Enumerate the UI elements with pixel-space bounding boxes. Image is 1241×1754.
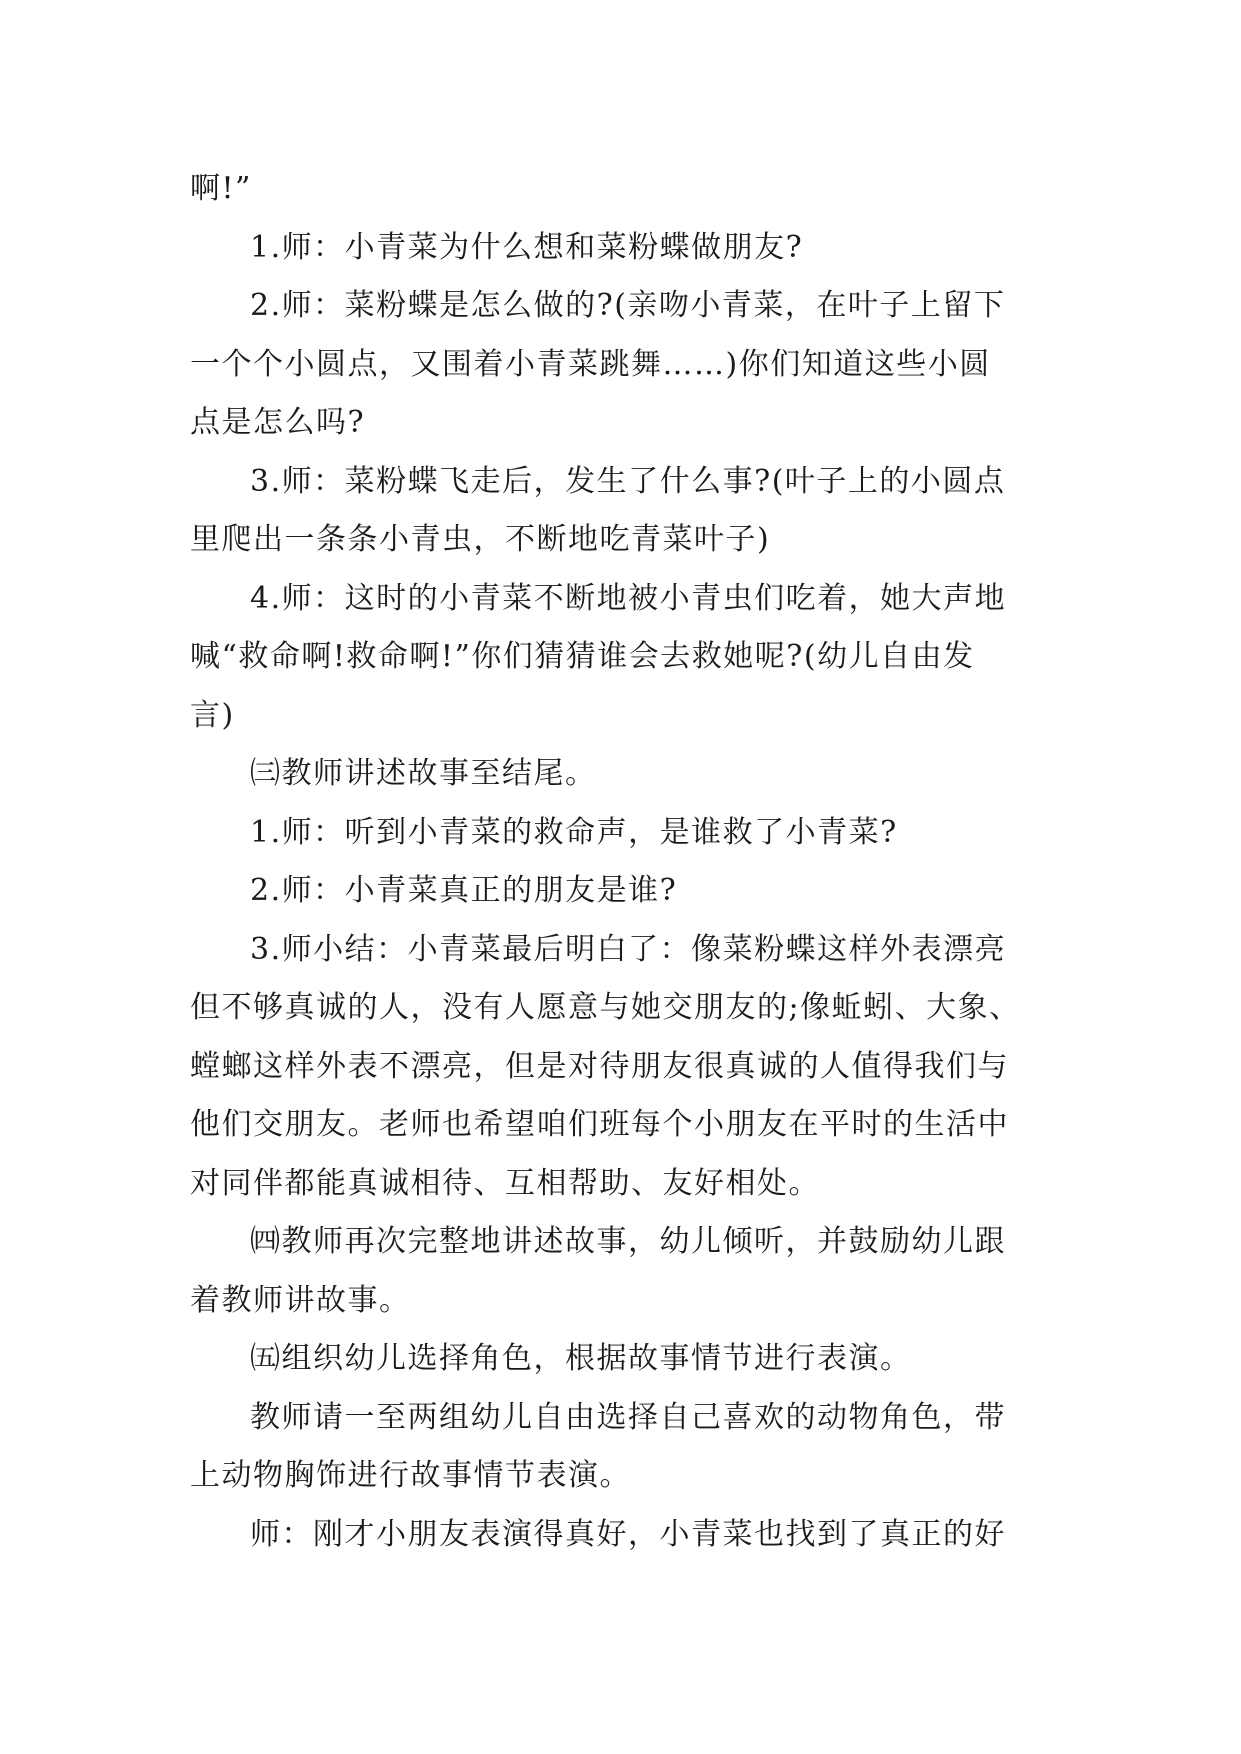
text-line: 教师请一至两组幼儿自由选择自己喜欢的动物角色，带 (250, 1399, 1006, 1435)
text-line: 2.师：小青菜真正的朋友是谁? (250, 873, 678, 908)
text-line: 师：刚才小朋友表演得真好，小青菜也找到了真正的好 (250, 1516, 1006, 1552)
text-line: 2.师：菜粉蝶是怎么做的?(亲吻小青菜，在叶子上留下 (250, 288, 1006, 323)
text-line: 着教师讲故事。 (190, 1282, 411, 1318)
text-line: 他们交朋友。老师也希望咱们班每个小朋友在平时的生活中 (190, 1107, 1009, 1142)
text-line: 对同伴都能真诚相待、互相帮助、友好相处。 (190, 1165, 820, 1201)
text-line: 3.师小结：小青菜最后明白了：像菜粉蝶这样外表漂亮 (250, 931, 1007, 967)
text-line: 喊“救命啊!救命啊!”你们猜猜谁会去救她呢?(幼儿自由发 (190, 639, 975, 674)
text-line: 里爬出一条条小青虫，不断地吃青菜叶子) (190, 522, 771, 557)
text-line: 螳螂这样外表不漂亮，但是对待朋友很真诚的人值得我们与 (190, 1048, 1009, 1084)
section-heading: ㈤组织幼儿选择角色，根据故事情节进行表演。 (250, 1341, 912, 1376)
document-body (190, 160, 1070, 1564)
text-line: 一个个小圆点，又围着小青菜跳舞……)你们知道这些小圆 (190, 346, 991, 382)
section-heading: ㈢教师讲述故事至结尾。 (250, 756, 597, 791)
text-line: 但不够真诚的人，没有人愿意与她交朋友的;像蚯蚓、大象、 (190, 990, 1021, 1025)
text-line: 言) (190, 697, 235, 733)
text-line: 1.师：小青菜为什么想和菜粉蝶做朋友? (250, 229, 804, 265)
text-line: 上动物胸饰进行故事情节表演。 (190, 1458, 631, 1493)
text-line: 1.师：听到小青菜的救命声，是谁救了小青菜? (250, 814, 898, 850)
text-line: 啊!” (190, 171, 252, 206)
text-line: 4.师：这时的小青菜不断地被小青虫们吃着，她大声地 (250, 580, 1007, 616)
text-line: 3.师：菜粉蝶飞走后，发生了什么事?(叶子上的小圆点 (250, 463, 1006, 499)
section-heading: ㈣教师再次完整地讲述故事，幼儿倾听，并鼓励幼儿跟 (250, 1224, 1006, 1259)
text-line: 点是怎么吗? (190, 405, 366, 440)
